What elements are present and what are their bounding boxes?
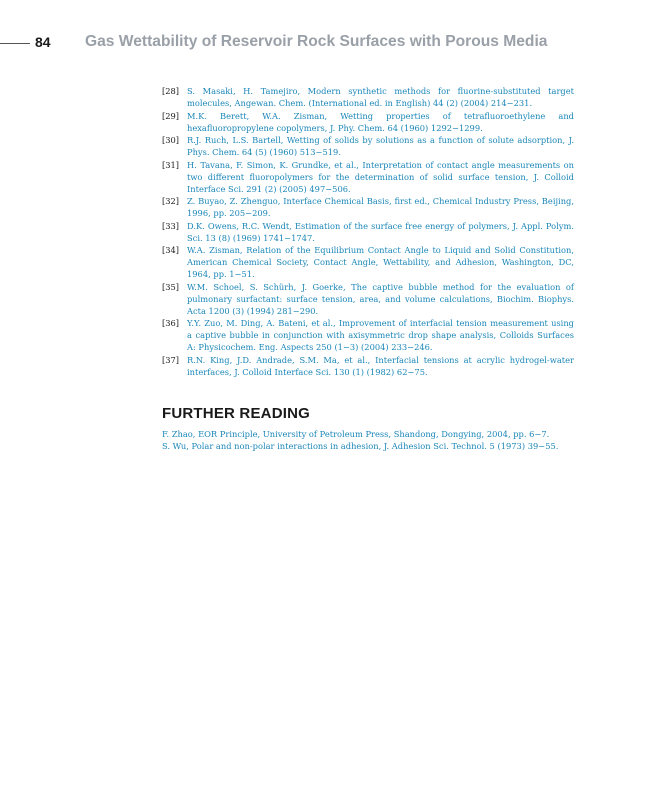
reference-list	[162, 85, 574, 378]
reference-item	[162, 220, 574, 244]
reference-text[interactable]: D.K. Owens, R.C. Wendt, Estimation of the surface free energy of polymers, J. Appl. Polym. Sci. 13 (8) (1969) 1741−1747.	[187, 220, 574, 243]
page-number: 84	[35, 34, 51, 50]
reference-text[interactable]: Y.Y. Zuo, M. Ding, A. Bateni, et al., Improvement of interfacial tension measurement using a captive bubble in conjunction with axisymmetric drop shape analysis, Colloids Surfaces A: Physicochem. Eng. Aspects 250 (1−3) (2004) 233−246.	[187, 318, 574, 352]
reference-number: [36]	[162, 318, 180, 328]
further-reading-item[interactable]: S. Wu, Polar and non-polar interactions in adhesion, J. Adhesion Sci. Technol. 5 (1973) 39−55.	[162, 441, 559, 451]
reference-text[interactable]: S. Masaki, H. Tamejiro, Modern synthetic methods for fluorine-substituted target molecules, Angewan. Chem. (International ed. in English) 44 (2) (2004) 214−231.	[187, 86, 574, 108]
reference-number: [35]	[162, 281, 180, 292]
reference-text[interactable]: R.J. Ruch, L.S. Bartell, Wetting of solids by solutions as a function of solute adsorption, J. Phys. Chem. 64 (5) (1960) 513−519.	[187, 135, 574, 157]
reference-item	[162, 281, 574, 317]
reference-item	[162, 354, 574, 378]
reference-item	[162, 244, 574, 280]
reference-text[interactable]: Z. Buyao, Z. Zhenguo, Interface Chemical Basis, first ed., Chemical Industry Press, Beijing, 1996, pp. 205−209.	[187, 196, 574, 218]
reference-item	[162, 85, 574, 109]
reference-text[interactable]: W.M. Schoel, S. Schürh, J. Goerke, The captive bubble method for the evaluation of pulmonary surfactant: surface tension, area, and volume calculations, Biochim. Biophys. Acta 1200 (3) (1994) 281−290.	[187, 281, 574, 316]
reference-item	[162, 195, 574, 219]
running-title: Gas Wettability of Reservoir Rock Surfaces with Porous Media	[85, 33, 548, 50]
further-reading-list	[162, 428, 592, 452]
reference-number: [29]	[162, 110, 180, 121]
reference-item	[162, 317, 574, 353]
further-reading-heading: FURTHER READING	[162, 405, 310, 422]
reference-number: [32]	[162, 196, 180, 206]
reference-number: [30]	[162, 135, 180, 145]
reference-text[interactable]: H. Tavana, F. Simon, K. Grundke, et al., Interpretation of contact angle measurements on two different fluoropolymers for the determination of solid surface tension, J. Colloid Interface Sci. 291 (2) (2005) 497−506.	[187, 159, 574, 194]
further-reading-item[interactable]: F. Zhao, EOR Principle, University of Petroleum Press, Shandong, Dongying, 2004, pp. 6−7.	[162, 429, 550, 439]
reference-number: [33]	[162, 220, 180, 231]
reference-item	[162, 134, 574, 158]
reference-number: [31]	[162, 159, 180, 170]
reference-item	[162, 110, 574, 134]
reference-text[interactable]: R.N. King, J.D. Andrade, S.M. Ma, et al., Interfacial tensions at acrylic hydrogel-water interfaces, J. Colloid Interface Sci. 130 (1) (1982) 62−75.	[187, 354, 574, 377]
reference-number: [37]	[162, 354, 180, 365]
reference-item	[162, 159, 574, 195]
reference-number: [34]	[162, 245, 180, 255]
reference-text[interactable]: W.A. Zisman, Relation of the Equilibrium Contact Angle to Liquid and Solid Constitution, American Chemical Society, Contact Angle, Wettability, and Adhesion, Washington, DC, 1964, pp. 1−51.	[187, 245, 574, 279]
reference-number: [28]	[162, 86, 180, 96]
header-rule	[0, 43, 30, 44]
reference-text[interactable]: M.K. Berett, W.A. Zisman, Wetting properties of tetrafluoroethylene and hexafluoropropylene copolymers, J. Phy. Chem. 64 (1960) 1292−1299.	[187, 110, 574, 133]
